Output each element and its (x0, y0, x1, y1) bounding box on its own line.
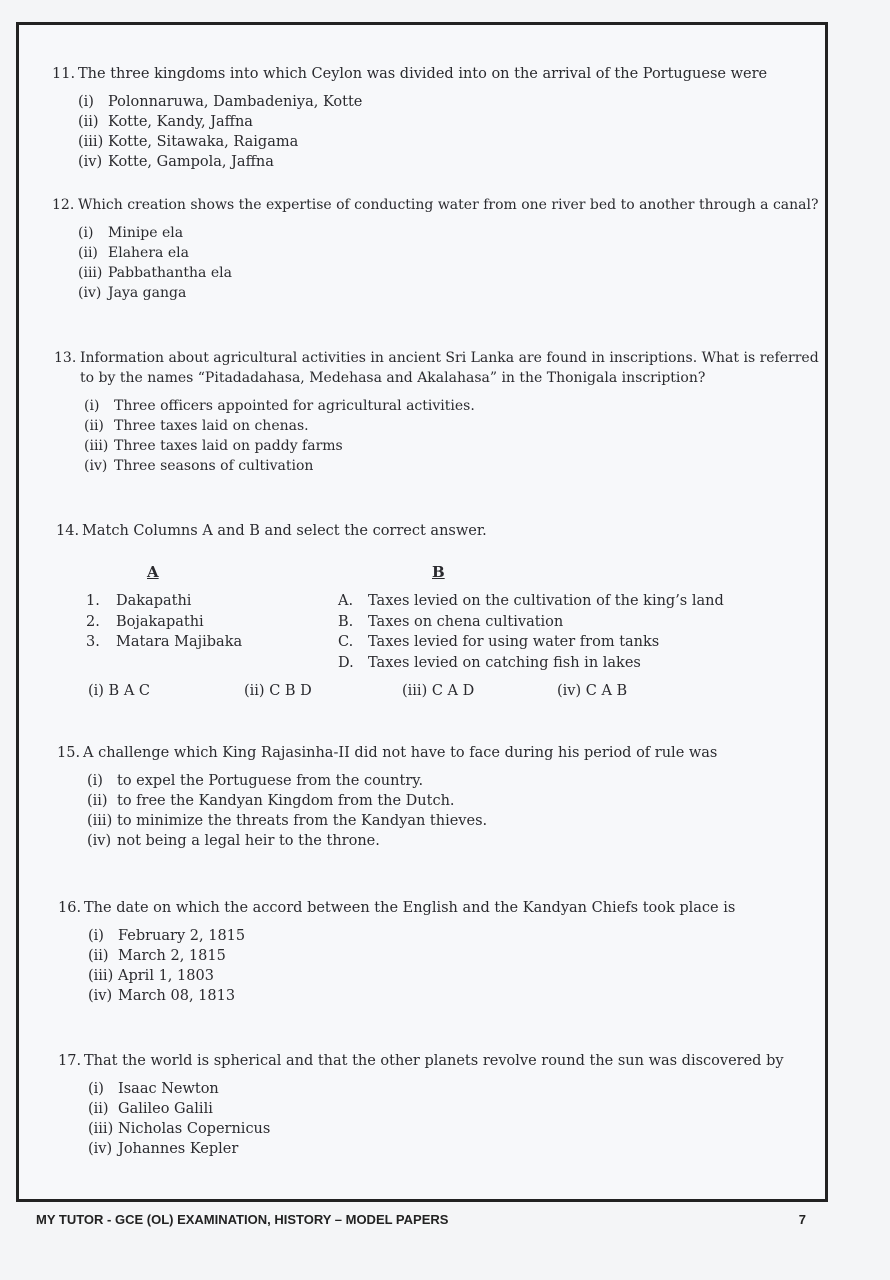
question-14 (56, 521, 796, 541)
list-item: 3. Matara Majibaka (86, 634, 243, 650)
option: (iii) to minimize the threats from the Kandyan thieves. (87, 813, 488, 829)
option: (i) Polonnaruwa, Dambadeniya, Kotte (78, 94, 363, 110)
question-16 (58, 898, 798, 1006)
list-item: 2. Bojakapathi (86, 613, 204, 630)
question-12 (52, 195, 822, 303)
question-stem: 12. Which creation shows the expertise of conducting water from one river bed to another through a canal? (52, 197, 819, 213)
list-item: C. Taxes levied for using water from tanks (338, 634, 660, 650)
option: (ii) March 2, 1815 (88, 948, 226, 964)
option: (iii) Kotte, Sitawaka, Raigama (78, 134, 299, 150)
answer-option-i: (i) B A C (88, 683, 151, 699)
list-item: B. Taxes on chena cultivation (338, 613, 564, 630)
option: (ii) Three taxes laid on chenas. (84, 418, 309, 434)
option: (iv) Three seasons of cultivation (84, 458, 314, 474)
option: (i) Three officers appointed for agricultural activities. (84, 398, 475, 414)
option: (i) to expel the Portuguese from the country. (87, 773, 424, 789)
question-stem: 17. That the world is spherical and that the other planets revolve round the sun was discovered by (58, 1053, 784, 1069)
option: (iii) April 1, 1803 (88, 968, 214, 984)
option: (i) Minipe ela (78, 225, 184, 241)
answer-option-iii: (iii) C A D (402, 683, 475, 699)
question-stem: 14. Match Columns A and B and select the correct answer. (56, 523, 487, 539)
question-11 (52, 64, 812, 172)
option: (ii) Kotte, Kandy, Jaffna (78, 114, 253, 130)
question-15 (57, 743, 797, 851)
option: (ii) to free the Kandyan Kingdom from the Dutch. (87, 793, 455, 809)
answer-option-ii: (ii) C B D (244, 683, 312, 699)
option: (i) Isaac Newton (88, 1081, 219, 1097)
footer-title: MY TUTOR - GCE (OL) EXAMINATION, HISTORY – MODEL PAPERS (36, 1212, 449, 1227)
column-b-heading: B (432, 563, 445, 581)
question-stem: 15. A challenge which King Rajasinha-II did not have to face during his period of rule was (57, 745, 718, 761)
page-number: 7 (798, 1212, 806, 1227)
option: (ii) Elahera ela (78, 245, 189, 261)
option: (iv) March 08, 1813 (88, 988, 236, 1004)
option: (iii) Three taxes laid on paddy farms (84, 438, 343, 454)
option: (i) February 2, 1815 (88, 928, 246, 944)
option: (iv) Johannes Kepler (88, 1141, 239, 1157)
question-stem-line2: to by the names “Pitadadahasa, Medehasa and Akalahasa” in the Thonigala inscription? (80, 370, 706, 386)
column-a-heading: A (147, 563, 159, 581)
list-item: D. Taxes levied on catching fish in lakes (338, 654, 641, 671)
column-b-list (338, 591, 724, 673)
list-item: A. Taxes levied on the cultivation of the king’s land (338, 593, 724, 609)
page-footer (36, 1212, 806, 1227)
option: (iii) Pabbathantha ela (78, 265, 232, 281)
list-item: 1. Dakapathi (86, 593, 192, 609)
column-a-list (86, 591, 242, 653)
answer-option-iv: (iv) C A B (557, 683, 628, 699)
question-stem: 16. The date on which the accord between the English and the Kandyan Chiefs took place is (58, 900, 736, 916)
question-stem: 11. The three kingdoms into which Ceylon was divided into on the arrival of the Portuguese were (52, 66, 768, 82)
question-stem: 13. Information about agricultural activities in ancient Sri Lanka are found in inscriptions. What is referred (54, 350, 819, 366)
question-13 (54, 348, 824, 476)
option: (iii) Nicholas Copernicus (88, 1121, 271, 1137)
option: (iv) Kotte, Gampola, Jaffna (78, 154, 274, 170)
question-17 (58, 1051, 818, 1159)
option: (iv) Jaya ganga (78, 285, 187, 301)
option: (iv) not being a legal heir to the throne. (87, 833, 380, 849)
option: (ii) Galileo Galili (88, 1101, 213, 1117)
